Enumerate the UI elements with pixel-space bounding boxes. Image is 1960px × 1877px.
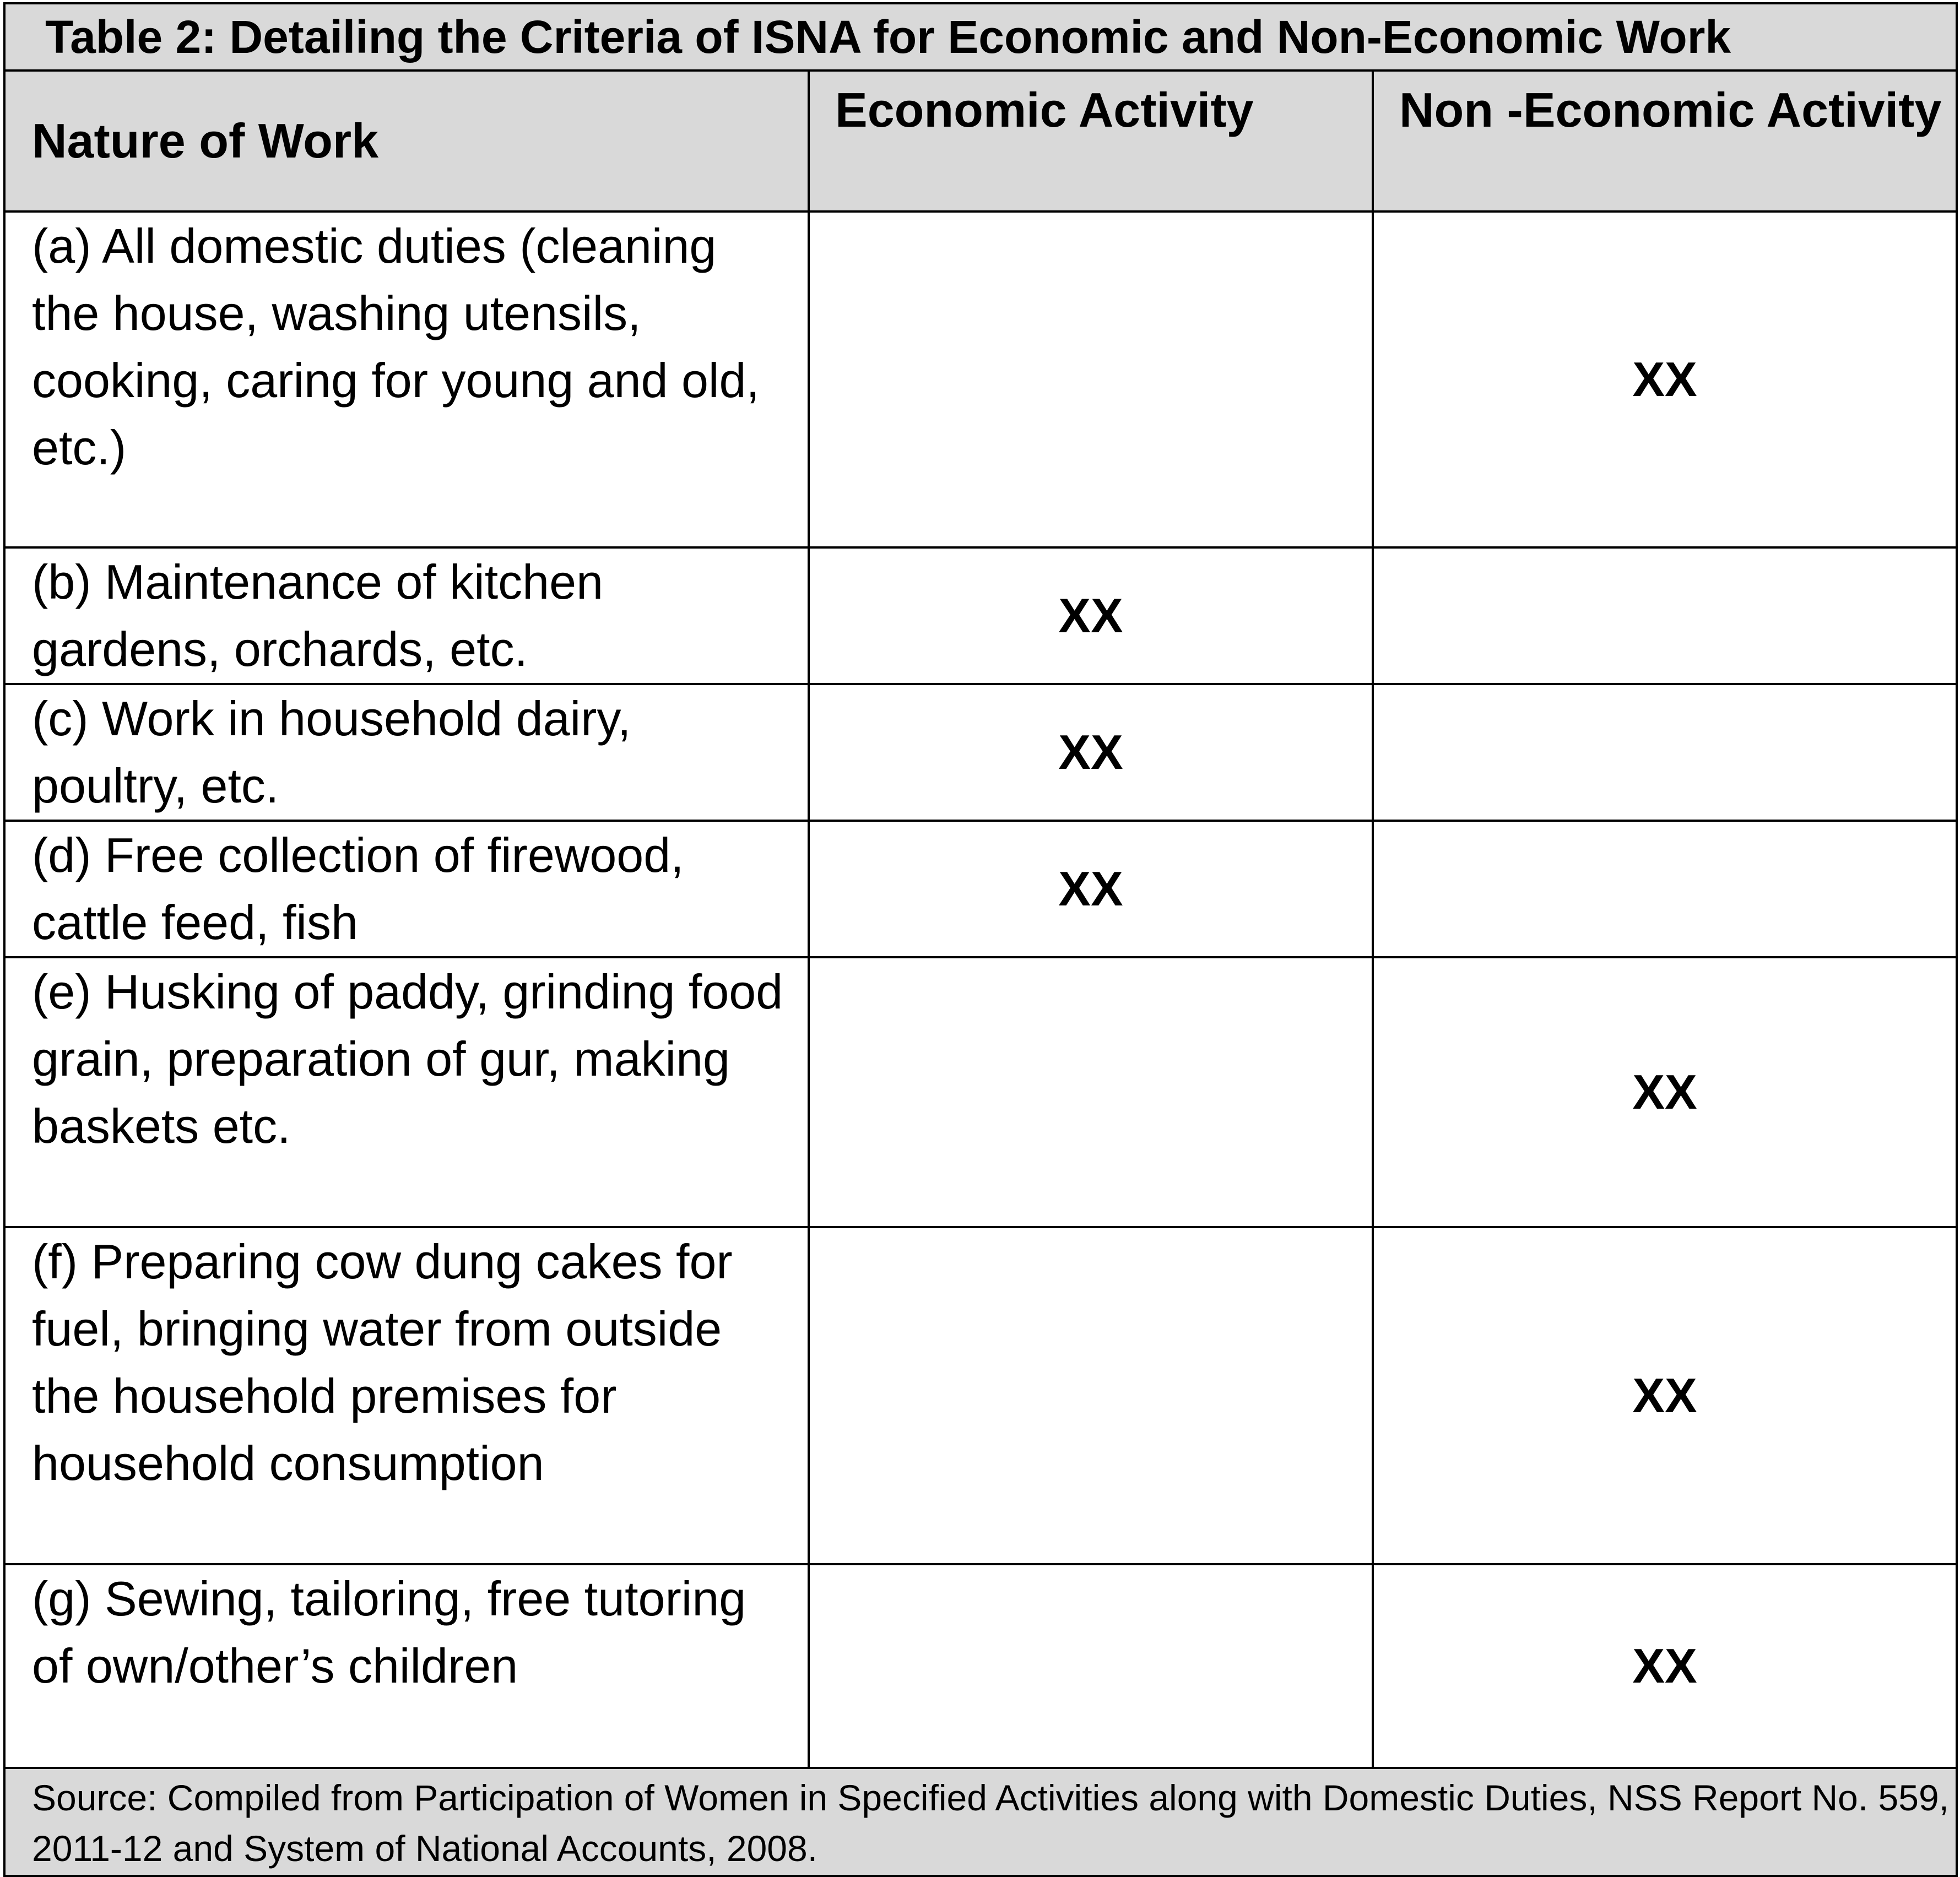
economic-mark	[809, 211, 1373, 547]
work-cell: (e) Husking of paddy, grinding food grain, preparation of gur, making baskets etc.	[4, 957, 809, 1227]
non-economic-mark: XX	[1373, 957, 1957, 1227]
work-cell: (b) Maintenance of kitchen gardens, orchards, etc.	[4, 547, 809, 684]
table-row	[4, 211, 1957, 547]
header-economic-activity: Economic Activity	[809, 70, 1373, 211]
table-container	[3, 2, 1956, 1873]
economic-mark: XX	[809, 684, 1373, 821]
table-row	[4, 1564, 1957, 1768]
non-economic-mark: XX	[1373, 211, 1957, 547]
source-note: Source: Compiled from Participation of Women in Specified Activities along with Domestic Duties, NSS Report No. 559, 2011-12 and System of National Accounts, 2008.	[4, 1768, 1957, 1876]
header-row	[4, 70, 1957, 211]
table-row	[4, 821, 1957, 957]
source-row	[4, 1768, 1957, 1876]
non-economic-mark	[1373, 821, 1957, 957]
header-non-economic-activity: Non -Economic Activity	[1373, 70, 1957, 211]
isna-criteria-table	[3, 2, 1958, 1877]
table-row	[4, 957, 1957, 1227]
table-row	[4, 547, 1957, 684]
work-cell: (a) All domestic duties (cleaning the house, washing utensils, cooking, caring for young and old, etc.)	[4, 211, 809, 547]
header-nature-of-work: Nature of Work	[4, 70, 809, 211]
table-row	[4, 684, 1957, 821]
economic-mark	[809, 1227, 1373, 1564]
table-row	[4, 1227, 1957, 1564]
work-cell: (g) Sewing, tailoring, free tutoring of own/other’s children	[4, 1564, 809, 1768]
work-cell: (d) Free collection of firewood, cattle feed, fish	[4, 821, 809, 957]
work-cell: (c) Work in household dairy, poultry, etc.	[4, 684, 809, 821]
economic-mark: XX	[809, 547, 1373, 684]
economic-mark	[809, 1564, 1373, 1768]
table-caption: Table 2: Detailing the Criteria of ISNA for Economic and Non-Economic Work	[4, 3, 1957, 70]
non-economic-mark: XX	[1373, 1564, 1957, 1768]
economic-mark	[809, 957, 1373, 1227]
caption-row	[4, 3, 1957, 70]
work-cell: (f) Preparing cow dung cakes for fuel, bringing water from outside the household premises for household consumption	[4, 1227, 809, 1564]
non-economic-mark	[1373, 547, 1957, 684]
non-economic-mark: XX	[1373, 1227, 1957, 1564]
economic-mark: XX	[809, 821, 1373, 957]
non-economic-mark	[1373, 684, 1957, 821]
